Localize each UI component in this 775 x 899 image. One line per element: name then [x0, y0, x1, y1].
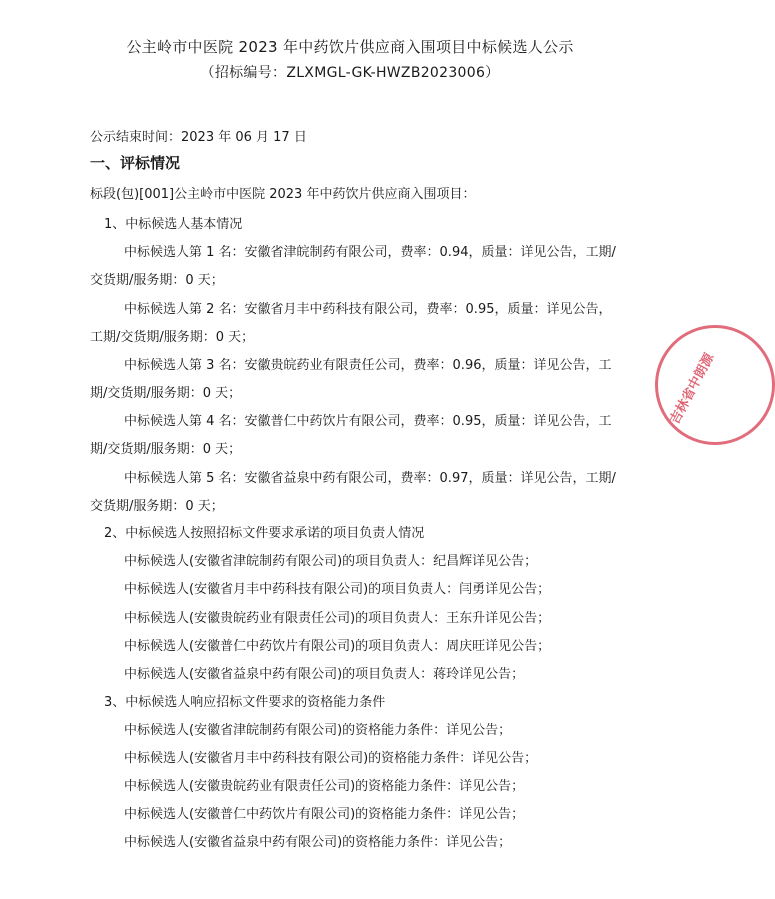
qualification-line: 中标候选人(安徽省月丰中药科技有限公司)的资格能力条件：详见公告；: [124, 751, 538, 766]
candidate-line: 中标候选人第 5 名：安徽省益泉中药有限公司，费率：0.97，质量：详见公告，工期/: [124, 471, 616, 486]
subsection-heading-3: 3、中标候选人响应招标文件要求的资格能力条件: [104, 695, 386, 710]
candidate-line: 中标候选人第 4 名：安徽普仁中药饮片有限公司，费率：0.95，质量：详见公告，工: [124, 414, 612, 429]
candidate-line: 工期/交货期/服务期：0 天；: [90, 330, 255, 345]
qualification-line: 中标候选人(安徽省津皖制药有限公司)的资格能力条件：详见公告；: [124, 723, 512, 738]
candidate-line: 期/交货期/服务期：0 天；: [90, 386, 242, 401]
qualification-line: 中标候选人(安徽贵皖药业有限责任公司)的资格能力条件：详见公告；: [124, 779, 525, 794]
candidate-line: 中标候选人第 2 名：安徽省月丰中药科技有限公司，费率：0.95，质量：详见公告，: [124, 302, 612, 317]
project-lead-line: 中标候选人(安徽贵皖药业有限责任公司)的项目负责人：王东升详见公告；: [124, 611, 551, 626]
notice-end-date: 公示结束时间：2023 年 06 月 17 日: [90, 130, 307, 145]
subsection-heading-2: 2、中标候选人按照招标文件要求承诺的项目负责人情况: [104, 526, 425, 541]
project-lead-line: 中标候选人(安徽省津皖制药有限公司)的项目负责人：纪昌辉详见公告；: [124, 554, 538, 569]
candidate-line: 中标候选人第 1 名：安徽省津皖制药有限公司，费率：0.94，质量：详见公告，工期/: [124, 245, 616, 260]
subsection-heading-1: 1、中标候选人基本情况: [104, 217, 243, 232]
candidate-line: 中标候选人第 3 名：安徽贵皖药业有限责任公司，费率：0.96，质量：详见公告，工: [124, 358, 612, 373]
bid-number: （招标编号：ZLXMGL-GK-HWZB2023006）: [200, 65, 500, 81]
project-lead-line: 中标候选人(安徽普仁中药饮片有限公司)的项目负责人：周庆旺详见公告；: [124, 639, 551, 654]
qualification-line: 中标候选人(安徽省益泉中药有限公司)的资格能力条件：详见公告；: [124, 835, 512, 850]
official-seal-stamp: [655, 325, 775, 445]
document-title: 公主岭市中医院 2023 年中药饮片供应商入围项目中标候选人公示: [126, 38, 574, 56]
candidate-line: 交货期/服务期：0 天；: [90, 499, 224, 514]
seal-text: 吉林省中朗源: [667, 350, 718, 427]
project-lead-line: 中标候选人(安徽省月丰中药科技有限公司)的项目负责人：闫勇详见公告；: [124, 582, 551, 597]
section-heading-evaluation: 一、评标情况: [90, 154, 181, 172]
project-lead-line: 中标候选人(安徽省益泉中药有限公司)的项目负责人：蒋玲详见公告；: [124, 667, 525, 682]
lot-line: 标段(包)[001]公主岭市中医院 2023 年中药饮片供应商入围项目：: [90, 187, 476, 202]
candidate-line: 期/交货期/服务期：0 天；: [90, 442, 242, 457]
qualification-line: 中标候选人(安徽普仁中药饮片有限公司)的资格能力条件：详见公告；: [124, 807, 525, 822]
candidate-line: 交货期/服务期：0 天；: [90, 273, 224, 288]
